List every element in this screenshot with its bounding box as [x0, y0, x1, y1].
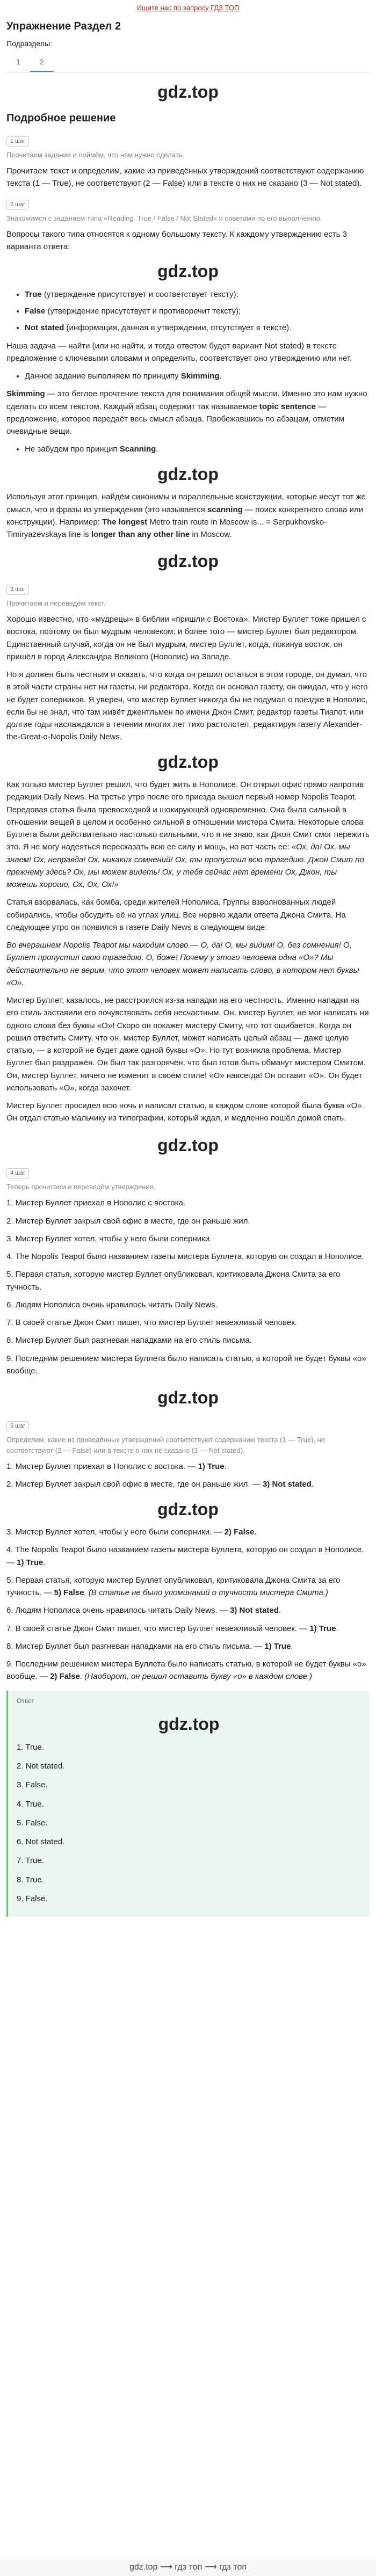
statement-answer: 7. В своей статье Джон Смит пишет, что мистер Буллет невежливый человек. — 1) True.: [6, 1624, 338, 1633]
watermark: gdz.top: [157, 261, 219, 281]
step-label: 2 шаг: [6, 200, 29, 210]
top-promo-link[interactable]: Ищите нас по запросу ГДЗ ТОП: [136, 4, 240, 12]
statement-answer: 5. Первая статья, которую мистер Буллет опубликовал, критиковала Джона Смита за его тучность. — 5) False. (В статье не было упоминаний о тучности мистера Смита.): [6, 1575, 341, 1598]
statement-answer: 3. Мистер Буллет хотел, чтобы у него были соперники. — 2) False.: [6, 1527, 257, 1537]
solution-title: Подробное решение: [6, 112, 116, 124]
step-hint: Прочитаем задание и поймём, что нам нужно сделать.: [6, 151, 185, 159]
step-label: 3 шаг: [6, 585, 29, 595]
watermark: gdz.top: [157, 82, 219, 102]
step-label: 1 шаг: [6, 136, 29, 147]
watermark: gdz.top: [157, 1135, 219, 1155]
watermark: gdz.top: [157, 752, 219, 772]
statement-answer: 6. Людям Нополиса очень нравилось читать Daily News. — 3) Not stated.: [6, 1606, 281, 1616]
answer-item: 6. Not stated.: [17, 1837, 65, 1847]
page-title: Упражнение Раздел 2: [6, 20, 121, 32]
list-item: • Не забудем про принцип Scanning.: [25, 443, 370, 455]
watermark: gdz.top: [157, 464, 219, 484]
answer-item: 4. True.: [17, 1799, 44, 1809]
subsections-label: Подразделы:: [6, 39, 52, 48]
step-1: [6, 134, 370, 190]
answer-item: 1. True.: [17, 1742, 44, 1752]
answer-item: 3. False.: [17, 1780, 48, 1790]
statement: 1. Мистер Буллет приехал в Нополис с востока.: [6, 1198, 186, 1208]
scan-list: [6, 443, 370, 455]
answer-block: [6, 1691, 370, 1917]
watermark: gdz.top: [157, 1388, 219, 1408]
statement: 7. В своей статье Джон Смит пишет, что мистер Буллет невежливый человек.: [6, 1318, 297, 1328]
step-text: Прочитаем текст и определим, какие из приведённых утверждений соответствуют содержанию текста (1 — True), не соответствуют (2 — False) или в тексте о них не сказано (3 — Not stated).: [6, 166, 364, 188]
subsection-tabs: [6, 53, 370, 73]
statement-answer: 9. Последним решением мистера Буллета было написать статью, в которой не будет буквы «о» вообще. — 2) False. (Наоборот, он решил оставить букву «о» в каждом слове.): [6, 1660, 366, 1682]
answer-header: Ответ: [17, 1697, 34, 1705]
scan-text: Используя этот принцип, найдём синонимы и параллельные конструкции, которые несут тот же смысл, что и фразы из утверждения (это называется scanning — поиск конкретного слова или конструкции). Например: The longest Metro train route in Moscow is... = Serpukhovsko-Timiryazevskaya line is longer than any other line in Moscow.: [6, 492, 366, 540]
skim-list: [6, 370, 370, 382]
answer-item: 5. False.: [17, 1818, 48, 1828]
statement: 4. The Nopolis Teapot было названием газеты мистера Буллета, которую он создал в Нополисе.: [6, 1252, 364, 1262]
content: [0, 18, 376, 1917]
step-2: [6, 198, 370, 541]
answer-item: 7. True.: [17, 1856, 44, 1866]
list-item: • Not stated (информация, данная в утверждении, отсутствует в тексте).: [25, 322, 370, 334]
paragraph: Но я должен быть честным и сказать, что когда он решил остаться в этом городе, он думал, что в этой части страны нет ни газеты, ни редактора. Когда он основал газету, он ожидал, что у него не будет соперников. Я уверен, что мистер Буллет никогда бы не подумал о поездке в Нополис, если бы не знал, что там живёт джентльмен по имени Джон Смит, редактор газеты Тиапот, или долгие годы наслаждался в течении многих лет тихо растолстел, редактируя газету Alexander-the-Great-o-Nopolis Daily News.: [6, 670, 368, 742]
skim-def: Skimming — это беглое прочтение текста для понимания общей мысли. Именно это нам нужно сделать со всем текстом. Каждый абзац содержит так называемое topic sentence — предложение, которое передаёт весь смысл абзаца. Пробежавшись по абзацам, отметим очевидные вещи.: [6, 389, 367, 436]
answer-options: [6, 288, 370, 334]
answer-item: 9. False.: [17, 1894, 48, 1903]
statement: 6. Людям Нополиса очень нравилось читать Daily News.: [6, 1300, 218, 1309]
list-item: • Данное задание выполняем по принципу Skimming.: [25, 370, 370, 382]
statement: 8. Мистер Буллет был разгневан нападками на его стиль письма.: [6, 1336, 252, 1345]
paragraph: Статья взорвалась, как бомба, среди жителей Нополиса. Группы взволнованных людей собирались, чтобы обсудить её на углах улиц. Все нервно ждали ответа Джона Смита. На следующее утро он появился в газете Daily News в следующем виде:: [6, 898, 346, 932]
step-label: 5 шаг: [6, 1421, 29, 1431]
step-hint: Теперь прочитаем и переведём утверждения.: [6, 1183, 156, 1191]
step-4: [6, 1166, 370, 1377]
step-label: 4 шаг: [6, 1168, 29, 1178]
answer-item: 2. Not stated.: [17, 1762, 65, 1771]
paragraph: Мистер Буллет просидел всю ночь и написал статью, в каждом слове которой была буква «О». Он отдал статью мальчику из типографии, который ждал, и медленно пошёл домой спать.: [6, 1101, 364, 1123]
list-item: • True (утверждение присутствует и соответствует тексту);: [25, 288, 370, 301]
paragraph: Как только мистер Буллет решил, что будет жить в Нополисе. Он открыл офис прямо напротив редакции Daily News. На третье утро после его приезда вышел первый номер Nopolis Teapot. Передовая статья была превосходной и шокирующей одновременно. Она была сильной в отношении вещей в целом и особенно сильной в отношении мистера Смита. Некоторые слова Буллета были действительно настолько сильными, что я не знаю, как Джон Смит смог пережить это. Я не могу надеяться пересказать всю ее силу и мощь, но вот часть ее: «Ох, да! Ох, мы знаем! Ох, неправда! Ох, никаких сомнений! Ох, ты пропустил всю трагедию. Джон Смит по прежнему здесь? Ох, мы можем видеть! Ох, у тебя сейчас нет времени Ох, Джон, ты можешь хорошо, Ох, Ох, Ох!»: [6, 780, 370, 890]
task-text: Наша задача — найти (или не найти, и тогда ответом будет вариант Not stated) в тексте предложение с ключевыми словами и определить, соответствует оно утверждению или нет.: [6, 341, 352, 363]
step-3: [6, 583, 370, 1125]
paragraph: Мистер Буллет, казалось, не расстроился из-за нападки на его честность. Именно нападки на его стиль заставили его почувствовать себя несчастным. Он, мистер Буллет, не мог написать ни одного слова без буквы «О»! Скоро он покажет мистеру Смиту, что тот ошибается. Когда он решил ответить Смиту, что он, мистер Буллет, может написать целый абзац — даже целую статью, — в которой не будет даже одной буквы «О». Но тут возникла проблема. Мистер Буллет был раздражён. Он был так разгорячён, что был готов быть обманут мистером Смитом. Он, мистер Буллет, ничего не изменит в своём стиле! «О» навсегда! Он оставит «О». Он будет использовать «О», когда захочет.: [6, 996, 369, 1093]
paragraph: Хорошо известно, что «мудрецы» в библии «пришли с Востока». Мистер Буллет тоже пришел с востока, поэтому он был мудрым человеком; и более того — мистер Буллет был редактором. Единственный случай, когда он не был мудрым, мистер Буллет, когда, покинув восток, он пришёл в город Александра Великого (Нополис) на Западе.: [6, 615, 366, 661]
statement-answer: 8. Мистер Буллет был разгневан нападками на его стиль письма. — 1) True.: [6, 1641, 293, 1651]
list-item: • False (утверждение присутствует и противоречит тексту);: [25, 305, 370, 317]
step-hint: Прочитаем и переведём текст.: [6, 599, 106, 607]
footer-watermark: gdz.top ⟶ гдз топ ⟶ гдз топ: [0, 2559, 376, 2576]
step-intro: Вопросы такого типа относятся к одному большому тексту. К каждому утверждению есть 3 варианта ответа:: [6, 229, 348, 252]
tab-2[interactable]: 2: [30, 53, 54, 72]
watermark: gdz.top: [158, 1714, 220, 1734]
statement-answer: 1. Мистер Буллет приехал в Нополис с востока. — 1) True.: [6, 1462, 227, 1472]
tab-1[interactable]: 1: [16, 57, 20, 66]
step-hint: Определим, какие из приведённых утверждений соответствуют содержанию текста (1 — True), не соответствуют (2 — False) или в тексте о них не сказано (3 — Not stated).: [6, 1435, 326, 1454]
answer-item: 8. True.: [17, 1875, 44, 1884]
statement: 2. Мистер Буллет закрыл свой офис в месте, где он раньше жил.: [6, 1216, 250, 1226]
statement-answer: 2. Мистер Буллет закрыл свой офис в месте, где он раньше жил. — 3) Not stated.: [6, 1480, 314, 1489]
step-5: [6, 1419, 370, 1683]
statement: 9. Последним решением мистера Буллета было написать статью, в которой не будет буквы «о» вообще.: [6, 1354, 366, 1376]
watermark: gdz.top: [157, 551, 219, 571]
paragraph: Во вчерашнем Nopolis Teapot мы находим слово — О, да! О, мы видим! О, без сомнения! О, Буллет пропустил свою трагедию. О, боже! Почему у этого человека одна «О»? Мы действительно не верим, что этот человек может написать слово, в котором нет буквы «О».: [6, 941, 359, 987]
statement: 3. Мистер Буллет хотел, чтобы у него были соперники.: [6, 1234, 212, 1243]
statement-answer: 4. The Nopolis Teapot было названием газеты мистера Буллета, которую он создал в Нополисе. — 1) True.: [6, 1545, 364, 1567]
watermark: gdz.top: [157, 1499, 219, 1519]
statement: 5. Первая статья, которую мистер Буллет опубликовал, критиковала Джона Смита за его тучность.: [6, 1270, 341, 1292]
step-hint: Знакомимся с заданием типа «Reading. True / False / Not Stated» и советами по его выполнению.: [6, 214, 322, 222]
